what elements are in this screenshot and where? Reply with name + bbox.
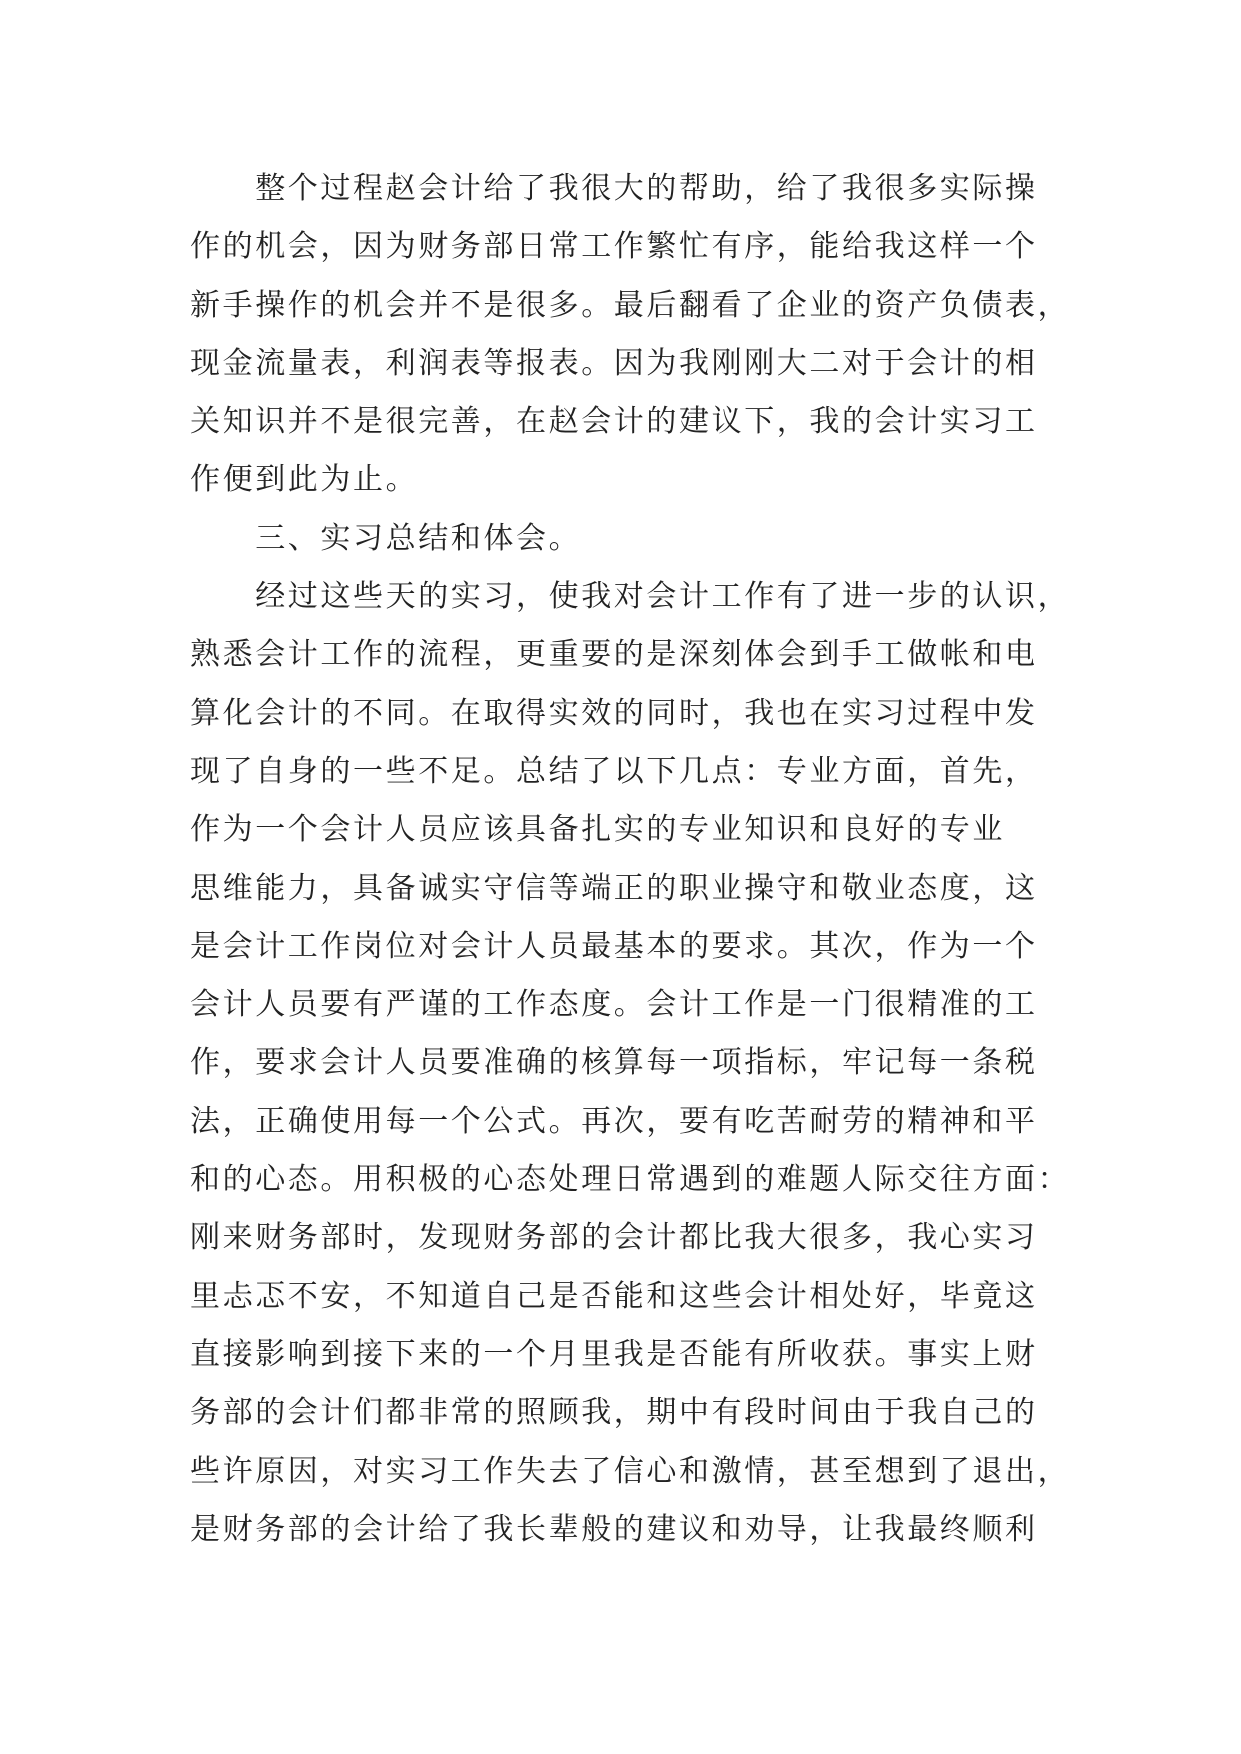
text-line: 些许原因，对实习工作失去了信心和激情，甚至想到了退出， — [190, 1453, 1071, 1489]
text-line: 和的心态。用积极的心态处理日常遇到的难题人际交往方面： — [190, 1162, 1071, 1198]
text-line: 整个过程赵会计给了我很大的帮助，给了我很多实际操 — [190, 171, 1038, 206]
text-line: 关知识并不是很完善，在赵会计的建议下，我的会计实习工 — [190, 404, 1038, 440]
text-line: 是财务部的会计给了我长辈般的建议和劝导，让我最终顺利 — [190, 1511, 1038, 1547]
text-line: 熟悉会计工作的流程，更重要的是深刻体会到手工做帐和电 — [190, 637, 1038, 673]
text-line: 思维能力，具备诚实守信等端正的职业操守和敬业态度，这 — [190, 870, 1038, 906]
text-line: 现了自身的一些不足。总结了以下几点：专业方面，首先， — [190, 753, 1038, 789]
section-heading: 三、实习总结和体会。 — [190, 520, 582, 556]
text-line: 现金流量表，利润表等报表。因为我刚刚大二对于会计的相 — [190, 345, 1038, 381]
text-line: 刚来财务部时，发现财务部的会计都比我大很多，我心实习 — [190, 1220, 1038, 1256]
text-line: 作的机会，因为财务部日常工作繁忙有序，能给我这样一个 — [190, 229, 1038, 265]
text-line: 务部的会计们都非常的照顾我，期中有段时间由于我自己的 — [190, 1395, 1038, 1431]
text-line: 里忐忑不安，不知道自己是否能和这些会计相处好，毕竟这 — [190, 1278, 1038, 1314]
text-line: 作为一个会计人员应该具备扎实的专业知识和良好的专业 — [190, 812, 1005, 848]
text-line: 经过这些天的实习，使我对会计工作有了进一步的认识， — [190, 579, 1071, 615]
text-line: 直接影响到接下来的一个月里我是否能有所收获。事实上财 — [190, 1336, 1038, 1372]
text-line: 作便到此为止。 — [190, 462, 419, 498]
text-line: 新手操作的机会并不是很多。最后翻看了企业的资产负债表， — [190, 287, 1071, 323]
body-text — [190, 160, 1090, 1559]
text-line: 作，要求会计人员要准确的核算每一项指标，牢记每一条税 — [190, 1045, 1038, 1081]
text-line: 法，正确使用每一个公式。再次，要有吃苦耐劳的精神和平 — [190, 1103, 1038, 1139]
text-line: 是会计工作岗位对会计人员最基本的要求。其次，作为一个 — [190, 928, 1038, 964]
text-line: 算化会计的不同。在取得实效的同时，我也在实习过程中发 — [190, 695, 1038, 731]
text-line: 会计人员要有严谨的工作态度。会计工作是一门很精准的工 — [190, 987, 1038, 1023]
